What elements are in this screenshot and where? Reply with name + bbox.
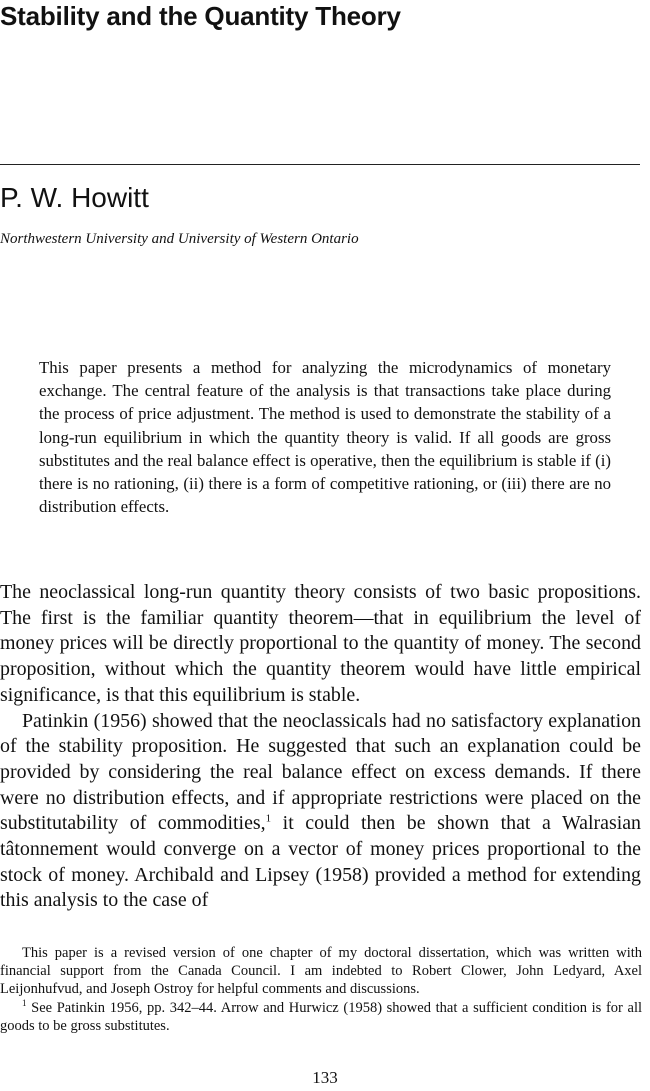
body-text [0, 580, 641, 914]
body-paragraph-2 [0, 709, 641, 915]
footnote-1 [0, 999, 642, 1035]
footnotes [0, 944, 642, 1035]
title-rule [0, 164, 640, 165]
footnote-acknowledgment: This paper is a revised version of one chapter of my doctoral dissertation, which was written with financial support from the Canada Council. I am indebted to Robert Clower, John Ledyard, Axel Leijonhufvud, and Joseph Ostroy for helpful comments and discussions. [0, 945, 642, 998]
body-paragraph-2-part-2: it could then be shown that a Walrasian tâtonnement would converge on a vector of money prices proportional to the stock of money. Archibald and Lipsey (1958) provided a method for extending this analysis to the case of [0, 812, 641, 912]
body-paragraph-2-part-1: Patinkin (1956) showed that the neoclassicals had no satisfactory explanation of the stability proposition. He suggested that such an explanation could be provided by considering the real balance effect on excess demands. If there were no distribution effects, and if appropriate restrictions were placed on the substitutability of commodities, [0, 709, 641, 835]
body-paragraph-1: The neoclassical long-run quantity theory consists of two basic propositions. The first is the familiar quantity theorem—that in equilibrium the level of money prices will be directly proportional to the quantity of money. The second proposition, without which the quantity theorem would have little empirical significance, is that this equilibrium is stable. [0, 581, 641, 706]
paper-title: Stability and the Quantity Theory [0, 1, 401, 31]
page-number: 133 [312, 1068, 338, 1087]
abstract [39, 356, 611, 518]
footnote-marker-1: 1 [265, 812, 272, 825]
abstract-text: This paper presents a method for analyzing the microdynamics of monetary exchange. The central feature of the analysis is that transactions take place during the process of price adjustment. The method is used to demonstrate the stability of a long-run equilibrium in which the quantity theory is valid. If all goods are gross substitutes and the real balance effect is operative, then the equilibrium is stable if (i) there is no rationing, (ii) there is a form of competitive rationing, or (iii) there are no distribution effects. [39, 358, 611, 517]
footnote-1-text: See Patinkin 1956, pp. 342–44. Arrow and Hurwicz (1958) showed that a sufficient condition is for all goods to be gross substitutes. [0, 999, 642, 1034]
author-name: P. W. Howitt [0, 182, 149, 213]
footnote-1-marker: 1 [22, 997, 27, 1008]
author-affiliation: Northwestern University and University of Western Ontario [0, 231, 359, 247]
